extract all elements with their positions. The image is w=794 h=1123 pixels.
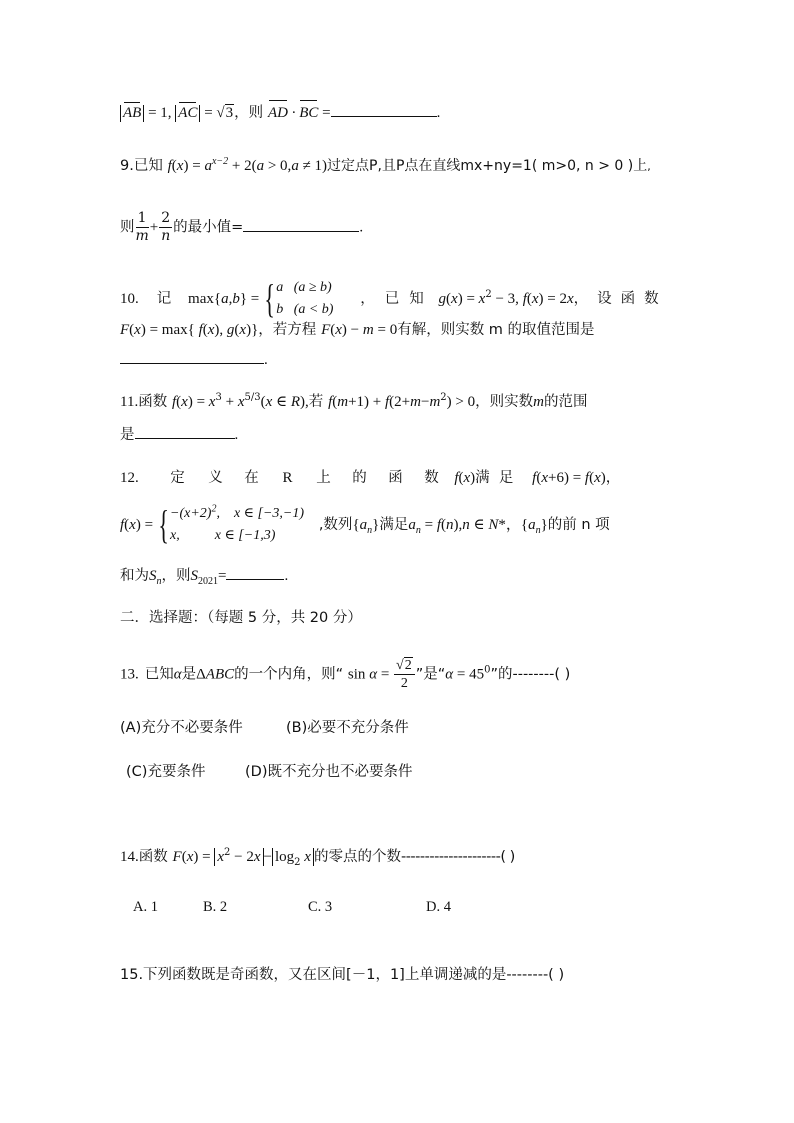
q9-line-1: 9.已知 $f(x) = a^{x-2} + 2(a > 0,a \ne 1)$过定点P,且P点在直线mx+ny=1( m>0, n > 0 )上, [120,156,651,174]
q10-line-2: F(x) = max{ f(x), g(x)}，若方程 F(x) − m = 0有解，则实数 m 的取值范围是 [120,322,595,338]
answer-blank-q11[interactable] [135,424,235,439]
q11-line-2: 是 . [120,424,714,445]
answer-blank-q10[interactable] [120,349,264,364]
q14-option-a[interactable]: A. 1 [133,899,158,915]
q13-option-b[interactable]: (B)必要不充分条件 [286,720,409,736]
q12-line-3: 和为$S_n$，则$S_{2021}=$ . [120,565,714,586]
q15-line-1: 15.下列函数既是奇函数，又在区间[－1，1]上单调递减的是--------( ) [120,967,565,983]
vec-ab-abs: AB [120,105,144,122]
q13-option-a[interactable]: (A)充分不必要条件 [120,720,243,736]
q9-line-2: 则 $\frac{1}{m}$ + $\frac{2}{n}$ 的最小值= . [120,210,364,244]
q12-line-1: 12. 定 义 在 R 上 的 函 数 f(x)满 足 f(x+6) = f(x)， [120,470,621,486]
q12-line-2: f(x) = { $-(x+2)^2$, x ∈ [−3,−1) x, x ∈ [−1,3) ,数列$\{a_n\}$满足$a_n = f(n),n$ ∈ N*，$\{a_n\}$的前 n 项 [120,502,610,547]
q10-line-1: 10. 记 max{a,b} = { a (a ≥ b) b (a < b) ，已知 $g(x) = x^2 - 3$, f(x) = 2x，设函数 [120,276,668,321]
q14-line-1: 14.函数 $F(x) = x^2 - 2x - \log_2 x$ 的零点的个数---------------------( ) [120,847,515,868]
answer-blank-q12[interactable] [226,565,284,580]
q13-option-d[interactable]: (D)既不充分也不必要条件 [245,764,413,780]
q13-line-1: 13. 已知α是ΔABC的一个内角，则“ sin α = $\frac{√2}{2}$ ”是“$\alpha = 45^0$”的--------( ) [120,658,571,691]
q14-option-d[interactable]: D. 4 [426,899,451,915]
q11-line-1: 11.函数 $f(x) = x^3 + x^{5/3}(x$ ∈ R),若 $f(m+1) + f(2+m-m^2) > 0$，则实数m的范围 [120,392,588,410]
q8-tail-line: AB = 1, AC = √3，则 AD · BC = . [120,102,714,123]
q14-option-b[interactable]: B. 2 [203,899,228,915]
q14-option-c[interactable]: C. 3 [308,899,333,915]
q10-line-3: . [120,349,714,370]
answer-blank-q8[interactable] [331,102,437,117]
q13-option-c[interactable]: (C)充要条件 [126,764,206,780]
q8-then: ，则 [234,105,264,121]
section-2-heading: 二．选择题：（每题 5 分，共 20 分） [120,610,362,626]
answer-blank-q9[interactable] [243,217,359,232]
